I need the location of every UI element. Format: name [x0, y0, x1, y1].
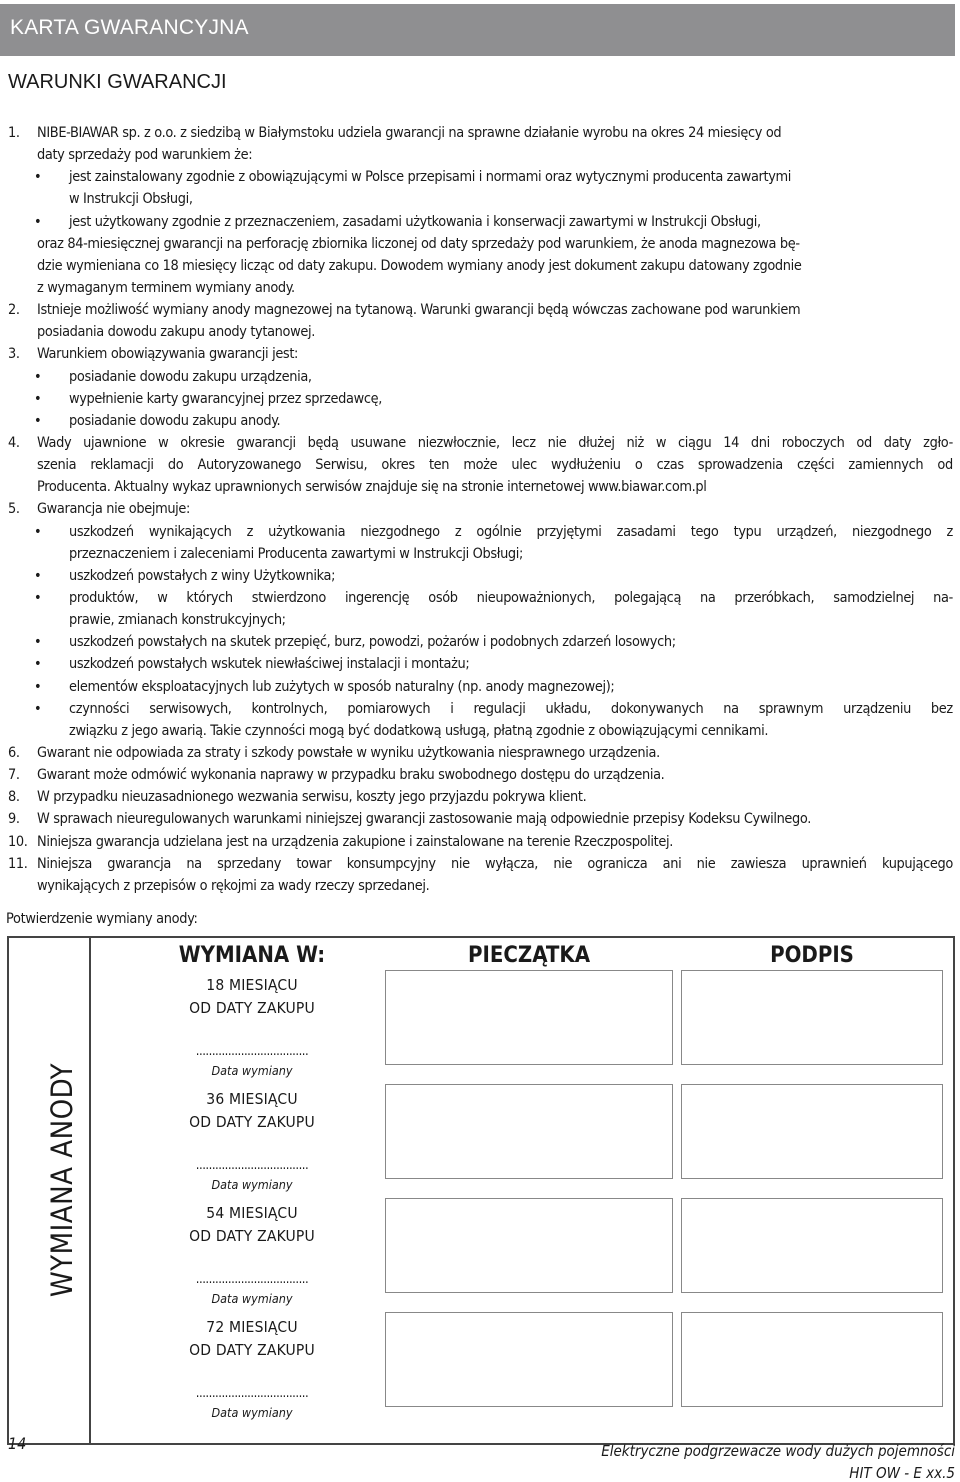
table-divider: [89, 938, 91, 1443]
term-number: 1.: [8, 125, 20, 141]
term-text: W przypadku nieuzasadnionego wezwania serwisu, koszty jego przyjazdu pokrywa klient.: [37, 789, 587, 806]
term-line: [0, 188, 960, 210]
term-text: posiadania dowodu zakupu anody tytanowej.: [37, 324, 315, 341]
term-text: Gwarant nie odpowiada za straty i szkody powstałe w wyniku użytkowania niesprawnego urządzenia.: [37, 744, 660, 761]
stamp-box[interactable]: [385, 1312, 673, 1407]
term-text: elementów eksploatacyjnych lub zużytych w sposób naturalny (np. anody magnezowej);: [69, 678, 615, 695]
term-line: [0, 454, 960, 476]
term-line: [0, 144, 960, 166]
column-header-signature: PODPIS: [770, 943, 854, 968]
term-line: [0, 343, 960, 365]
bullet-icon: •: [34, 368, 42, 385]
exchange-month-suffix: OD DATY ZAKUPU: [189, 1227, 315, 1245]
term-line: [0, 698, 960, 720]
term-line: [0, 764, 960, 786]
term-line: [0, 388, 960, 410]
term-text: uszkodzeń wynikających z użytkowania niezgodnego z ogólnie przyjętymi zasadami tego typu urządzeń, niezgodnego z: [69, 523, 953, 540]
term-line: [0, 410, 960, 432]
term-line: [0, 786, 960, 808]
column-header-exchange: WYMIANA W:: [178, 943, 326, 968]
term-text: z wymaganym terminem wymiany anody.: [37, 279, 295, 296]
term-number: 11.: [8, 855, 28, 872]
term-text: Niniejsza gwarancja na sprzedany towar konsumpcyjny nie wyłącza, nie ogranicza ani nie zawiesza uprawnień kupującego: [37, 855, 953, 872]
exchange-month: [189, 1202, 315, 1248]
term-line: [0, 742, 960, 764]
exchange-month-label: 36 MIESIĄCU: [206, 1090, 298, 1108]
term-number: 8.: [8, 789, 20, 806]
term-text: uszkodzeń powstałych na skutek przepięć, burz, powodzi, pożarów i podobnych zdarzeń losowych;: [69, 634, 676, 651]
bullet-icon: •: [34, 634, 42, 651]
term-text: Niniejsza gwarancja udzielana jest na urządzenia zakupione i zainstalowane na terenie Rzeczpospolitej.: [37, 833, 674, 850]
footer: [601, 1440, 955, 1482]
term-line: [0, 521, 960, 543]
term-line: [0, 432, 960, 454]
term-line: [0, 299, 960, 321]
exchange-month: [189, 1316, 315, 1362]
date-field[interactable]: ...................................: [195, 1158, 309, 1173]
exchange-month: [189, 974, 315, 1020]
term-line: [0, 498, 960, 520]
bullet-icon: •: [34, 656, 42, 673]
term-line: [0, 543, 960, 565]
term-text: NIBE-BIAWAR sp. z o.o. z siedzibą w Białymstoku udziela gwarancji na sprawne działanie wyrobu na okres 24 miesięcy od: [37, 125, 782, 141]
term-line: [0, 166, 960, 188]
term-line: [0, 476, 960, 498]
section-title: WARUNKI GWARANCJI: [8, 71, 227, 93]
signature-box[interactable]: [681, 970, 943, 1065]
exchange-month-suffix: OD DATY ZAKUPU: [189, 1341, 315, 1359]
term-text: oraz 84-miesięcznej gwarancji na perforację zbiornika liczonej od daty sprzedaży pod warunkiem, że anoda magnezowa bę-: [37, 235, 800, 252]
term-text: wynikających z przepisów o rękojmi za wady rzeczy sprzedanej.: [37, 877, 430, 894]
term-line: [0, 366, 960, 388]
exchange-month-suffix: OD DATY ZAKUPU: [189, 1113, 315, 1131]
term-line: [0, 875, 960, 897]
term-text: czynności serwisowych, kontrolnych, pomiarowych i regulacji układu, dokonywanych na sprawnym urządzeniu bez: [69, 700, 953, 717]
stamp-box[interactable]: [385, 970, 673, 1065]
term-text: Warunkiem obowiązywania gwarancji jest:: [37, 346, 299, 363]
bullet-icon: •: [34, 169, 42, 186]
bullet-icon: •: [34, 390, 42, 407]
term-text: posiadanie dowodu zakupu urządzenia,: [69, 368, 312, 385]
term-text: wypełnienie karty gwarancyjnej przez sprzedawcę,: [69, 390, 382, 407]
page-number: 14: [8, 1434, 27, 1453]
term-text: Istnieje możliwość wymiany anody magnezowej na tytanową. Warunki gwarancji będą wówczas zachowane pod warunkiem: [37, 302, 801, 319]
term-line: [0, 831, 960, 853]
term-line: [0, 122, 960, 144]
term-line: [0, 565, 960, 587]
exchange-month-label: 18 MIESIĄCU: [206, 976, 298, 994]
term-number: 10.: [8, 833, 28, 850]
term-text: daty sprzedaży pod warunkiem że:: [37, 147, 253, 164]
term-text: w Instrukcji Obsługi,: [69, 191, 193, 208]
exchange-month: [189, 1088, 315, 1134]
term-text: szenia reklamacji do Autoryzowanego Serwisu, okres ten może ulec wydłużeniu o czas sprowadzenia części zamiennych od: [37, 457, 953, 474]
bullet-icon: •: [34, 700, 42, 717]
term-number: 6.: [8, 744, 20, 761]
footer-product-line: Elektryczne podgrzewacze wody dużych pojemności: [601, 1442, 955, 1460]
stamp-box[interactable]: [385, 1084, 673, 1179]
signature-box[interactable]: [681, 1084, 943, 1179]
term-number: 2.: [8, 302, 20, 319]
term-line: [0, 211, 960, 233]
term-line: [0, 587, 960, 609]
term-line: [0, 653, 960, 675]
term-line: [0, 277, 960, 299]
term-text: Producenta. Aktualny wykaz uprawnionych serwisów znajduje się na stronie internetowej www.biawar.com.pl: [37, 479, 707, 496]
date-field[interactable]: ...................................: [195, 1044, 309, 1059]
date-field[interactable]: ...................................: [195, 1272, 309, 1287]
term-number: 4.: [8, 434, 20, 451]
term-number: 9.: [8, 811, 20, 828]
date-label: Data wymiany: [211, 1405, 293, 1420]
term-text: uszkodzeń powstałych wskutek niewłaściwej instalacji i montażu;: [69, 656, 470, 673]
term-text: produktów, w których stwierdzono ingerencję osób nieupoważnionych, polegającą na przeróbkach, samodzielnej na-: [69, 589, 953, 606]
document-title: KARTA GWARANCYJNA: [10, 16, 249, 39]
term-text: W sprawach nieuregulowanych warunkami niniejszej gwarancji zastosowanie mają odpowiednie przepisy Kodeksu Cywilnego.: [37, 811, 811, 828]
term-line: [0, 233, 960, 255]
signature-box[interactable]: [681, 1312, 943, 1407]
term-line: [0, 808, 960, 830]
stamp-box[interactable]: [385, 1198, 673, 1293]
confirmation-label: Potwierdzenie wymiany anody:: [6, 911, 198, 927]
term-text: związku z jego awarią. Takie czynności mogą być dodatkową usługą, płatną zgodnie z obowiązującymi cennikami.: [69, 722, 769, 739]
date-label: Data wymiany: [211, 1177, 293, 1192]
term-line: [0, 853, 960, 875]
bullet-icon: •: [34, 523, 42, 540]
signature-box[interactable]: [681, 1198, 943, 1293]
term-line: [0, 631, 960, 653]
term-text: jest użytkowany zgodnie z przeznaczeniem, zasadami użytkowania i konserwacji zawartymi w Instrukcji Obsługi,: [69, 213, 761, 230]
term-line: [0, 676, 960, 698]
term-line: [0, 255, 960, 277]
term-text: przeznaczeniem i zaleceniami Producenta zawartymi w Instrukcji Obsługi;: [69, 545, 524, 562]
column-header-stamp: PIECZĄTKA: [467, 943, 591, 968]
term-line: [0, 321, 960, 343]
term-text: Gwarant może odmówić wykonania naprawy w przypadku braku swobodnego dostępu do urządzenia.: [37, 767, 665, 784]
bullet-icon: •: [34, 678, 42, 695]
exchange-month-suffix: OD DATY ZAKUPU: [189, 999, 315, 1017]
term-number: 5.: [8, 501, 20, 518]
term-line: [0, 720, 960, 742]
term-text: posiadanie dowodu zakupu anody.: [69, 412, 281, 429]
bullet-icon: •: [34, 412, 42, 429]
exchange-month-label: 72 MIESIĄCU: [206, 1318, 298, 1336]
date-field[interactable]: ...................................: [195, 1386, 309, 1401]
table-side-label: WYMIANA ANODY: [45, 1062, 79, 1298]
term-text: jest zainstalowany zgodnie z obowiązującymi w Polsce przepisami i normami oraz wytycznymi producenta zawartymi: [69, 169, 792, 186]
bullet-icon: •: [34, 567, 42, 584]
term-text: prawie, zmianach konstrukcyjnych;: [69, 612, 286, 629]
term-text: Wady ujawnione w okresie gwarancji będą usuwane niezwłocznie, lecz nie dłużej niż w ciągu 14 dni roboczych od daty zgło-: [37, 434, 953, 451]
footer-model: HIT OW - E xx.5: [849, 1464, 955, 1482]
term-line: [0, 609, 960, 631]
term-number: 7.: [8, 767, 20, 784]
bullet-icon: •: [34, 589, 42, 606]
date-label: Data wymiany: [211, 1063, 293, 1078]
exchange-month-label: 54 MIESIĄCU: [206, 1204, 298, 1222]
term-number: 3.: [8, 346, 20, 363]
warranty-terms: [0, 122, 960, 897]
bullet-icon: •: [34, 213, 42, 230]
date-label: Data wymiany: [211, 1291, 293, 1306]
term-text: dzie wymieniana co 18 miesięcy licząc od daty zakupu. Dowodem wymiany anody jest dokument zakupu datowany zgodnie: [37, 257, 802, 274]
term-text: Gwarancja nie obejmuje:: [37, 501, 191, 518]
term-text: uszkodzeń powstałych z winy Użytkownika;: [69, 567, 336, 584]
